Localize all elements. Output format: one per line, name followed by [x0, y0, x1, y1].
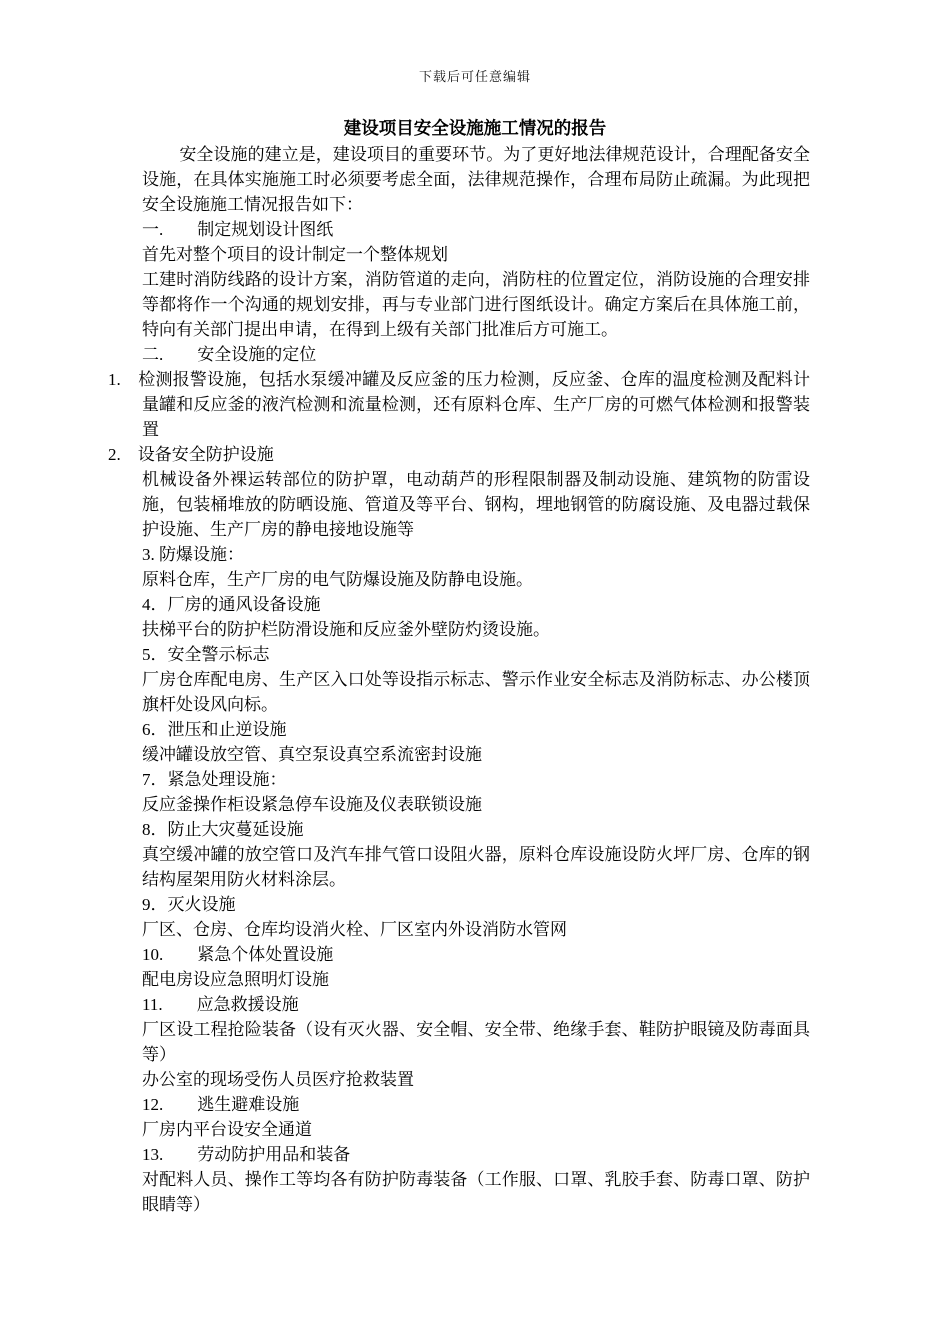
paragraph: 2. 设备安全防护设施 — [108, 445, 274, 464]
paragraph: 机械设备外裸运转部位的防护罩，电动葫芦的形程限制器及制动设施、建筑物的防雷设施，包装桶堆放的防晒设施、管道及等平台、钢构，埋地钢管的防腐设施、及电器过载保护设施、生产厂房的静电接地设施等 — [142, 470, 810, 539]
paragraph: 配电房设应急照明灯设施 — [142, 970, 329, 989]
paragraph: 3. 防爆设施： — [142, 545, 244, 564]
paragraph: 原料仓库，生产厂房的电气防爆设施及防静电设施。 — [142, 570, 533, 589]
paragraph: 5．安全警示标志 — [142, 645, 270, 664]
paragraph: 10. 紧急个体处置设施 — [142, 945, 334, 964]
download-edit-watermark: 下载后可任意编辑 — [418, 69, 531, 84]
paragraph: 一. 制定规划设计图纸 — [142, 220, 334, 239]
paragraph: 厂房仓库配电房、生产区入口处等设指示标志、警示作业安全标志及消防标志、办公楼顶旗杆处设风向标。 — [142, 670, 810, 714]
paragraph: 8．防止大灾蔓延设施 — [142, 820, 304, 839]
paragraph: 1. 检测报警设施，包括水泵缓冲罐及反应釜的压力检测，反应釜、仓库的温度检测及配料计量罐和反应釜的液汽检测和流量检测，还有原料仓库、生产厂房的可燃气体检测和报警装置 — [108, 370, 810, 439]
paragraph: 11. 应急救援设施 — [142, 995, 299, 1014]
paragraph: 首先对整个项目的设计制定一个整体规划 — [142, 245, 448, 264]
paragraph: 13. 劳动防护用品和装备 — [142, 1145, 351, 1164]
paragraph: 安全设施的建立是，建设项目的重要环节。为了更好地法律规范设计，合理配备安全设施，在具体实施施工时必须要考虑全面，法律规范操作，合理布局防止疏漏。为此现把安全设施施工情况报告如下： — [142, 145, 810, 214]
paragraph: 扶梯平台的防护栏防滑设施和反应釜外壁防灼烫设施。 — [142, 620, 550, 639]
paragraph: 办公室的现场受伤人员医疗抢救装置 — [142, 1070, 414, 1089]
page-title: 建设项目安全设施施工情况的报告 — [343, 118, 607, 138]
document-body — [108, 142, 810, 1217]
paragraph: 真空缓冲罐的放空管口及汽车排气管口设阻火器，原料仓库设施设防火坪厂房、仓库的钢结构屋架用防火材料涂层。 — [142, 845, 810, 889]
paragraph: 反应釜操作柜设紧急停车设施及仪表联锁设施 — [142, 795, 482, 814]
paragraph: 对配料人员、操作工等均各有防护防毒装备（工作服、口罩、乳胶手套、防毒口罩、防护眼睛等） — [142, 1170, 810, 1214]
paragraph: 厂区设工程抢险装备（设有灭火器、安全帽、安全带、绝缘手套、鞋防护眼镜及防毒面具等） — [142, 1020, 810, 1064]
paragraph: 厂房内平台设安全通道 — [142, 1120, 312, 1139]
paragraph: 工建时消防线路的设计方案，消防管道的走向，消防柱的位置定位，消防设施的合理安排等都将作一个沟通的规划安排，再与专业部门进行图纸设计。确定方案后在具体施工前，特向有关部门提出申请，在得到上级有关部门批准后方可施工。 — [142, 270, 810, 339]
paragraph: 缓冲罐设放空管、真空泵设真空系流密封设施 — [142, 745, 482, 764]
paragraph: 9．灭火设施 — [142, 895, 236, 914]
paragraph: 12. 逃生避难设施 — [142, 1095, 300, 1114]
paragraph: 二. 安全设施的定位 — [142, 345, 317, 364]
paragraph: 4．厂房的通风设备设施 — [142, 595, 321, 614]
paragraph: 6．泄压和止逆设施 — [142, 720, 287, 739]
paragraph: 7．紧急处理设施： — [142, 770, 287, 789]
paragraph: 厂区、仓房、仓库均设消火栓、厂区室内外设消防水管网 — [142, 920, 567, 939]
